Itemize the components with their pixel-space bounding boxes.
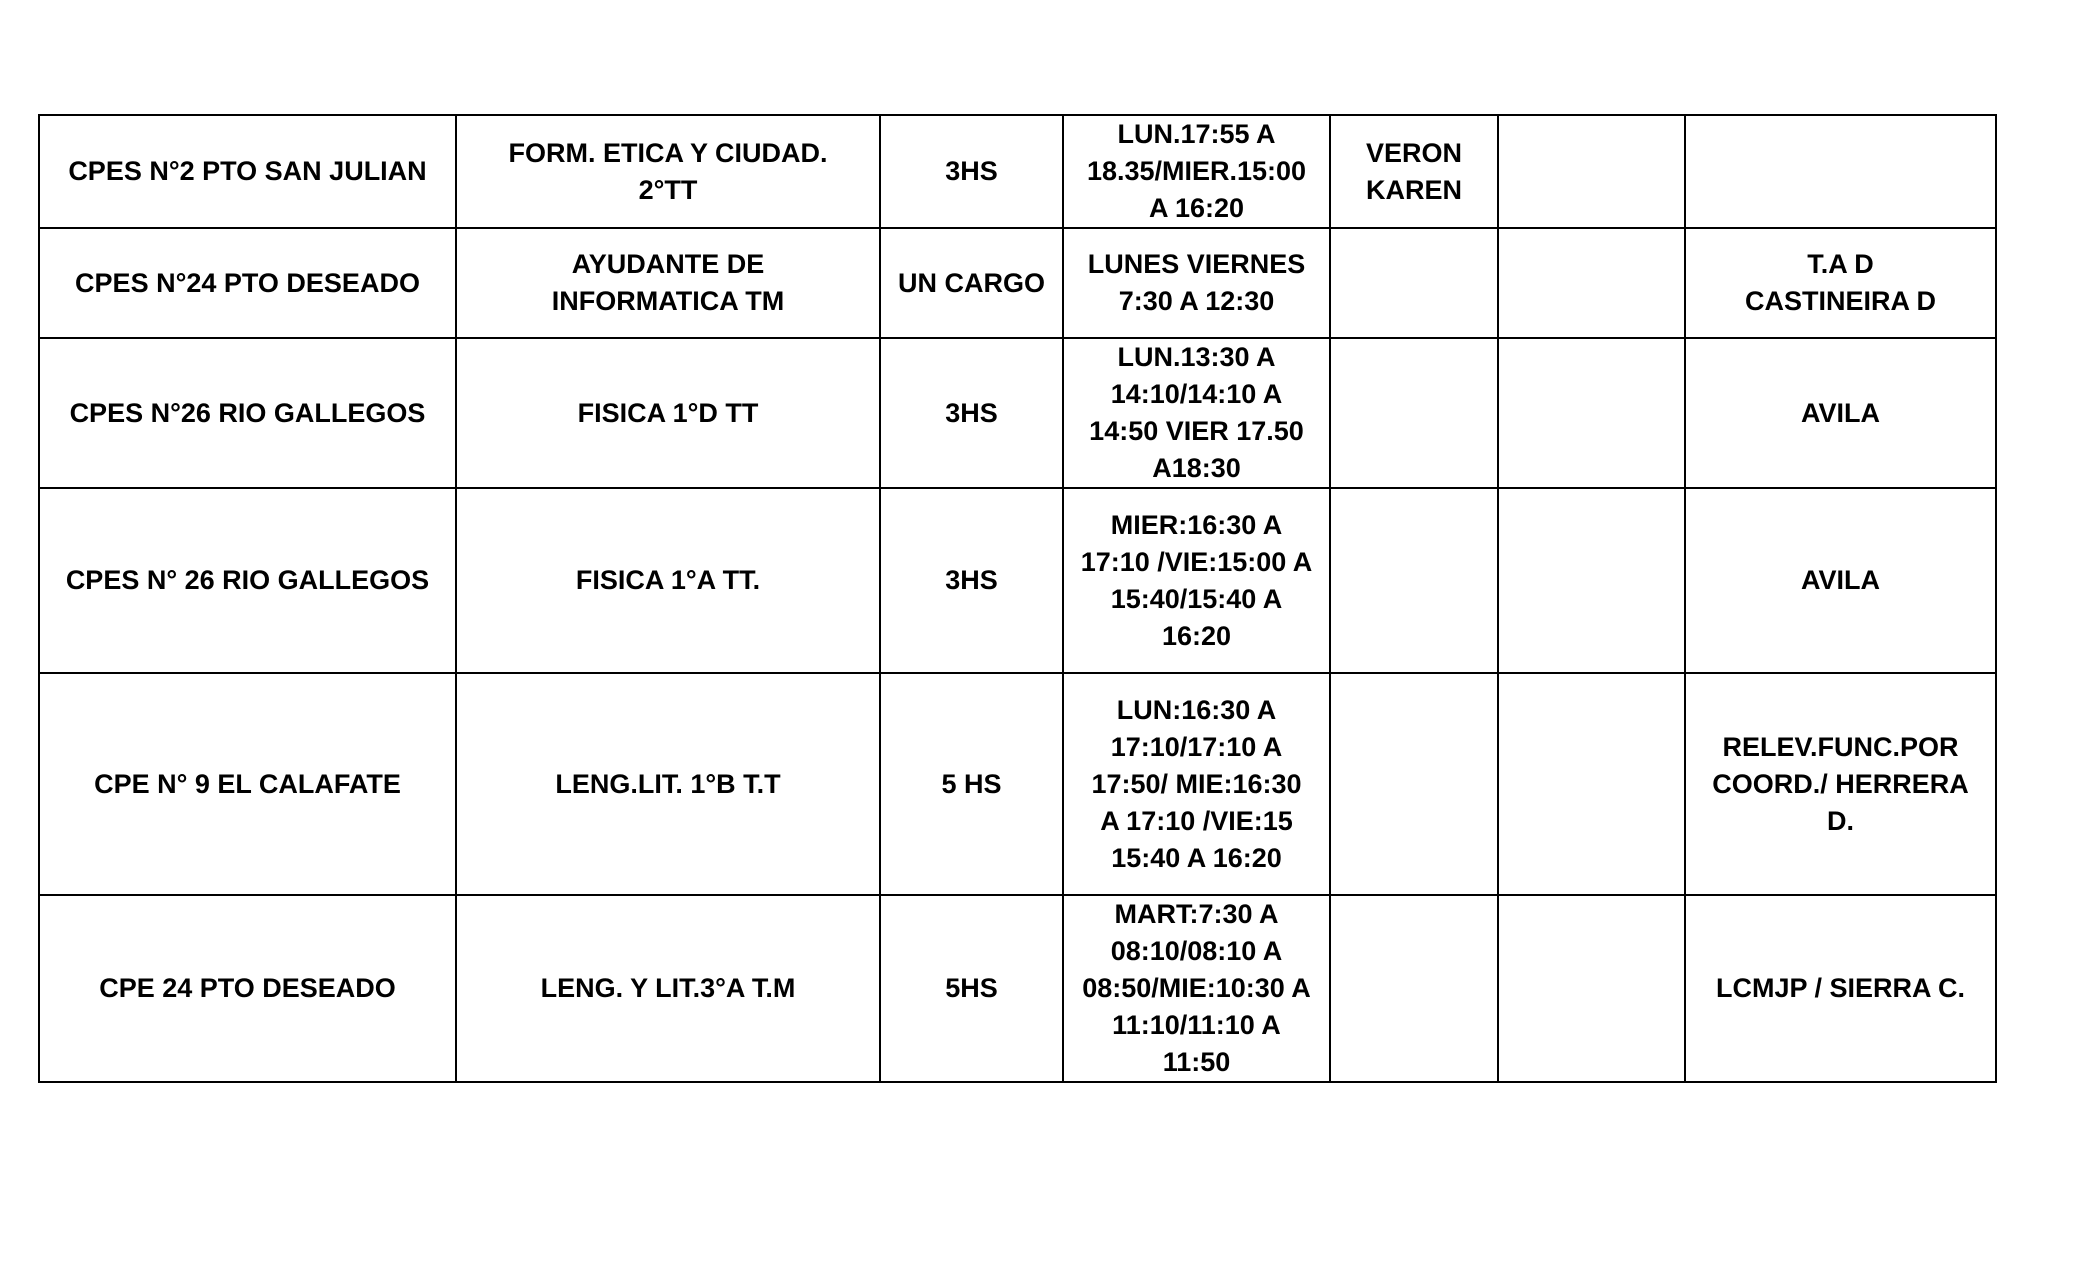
school-cell: CPES N°2 PTO SAN JULIAN <box>39 115 456 228</box>
hours-cell: 3HS <box>880 115 1063 228</box>
notes-cell: AVILA <box>1685 338 1996 488</box>
teacher-cell: VERON KAREN <box>1330 115 1498 228</box>
hours-cell: 5HS <box>880 895 1063 1082</box>
schedule-cell: LUNES VIERNES 7:30 A 12:30 <box>1063 228 1330 338</box>
school-cell: CPE 24 PTO DESEADO <box>39 895 456 1082</box>
school-cell: CPES N° 26 RIO GALLEGOS <box>39 488 456 673</box>
hours-cell: 3HS <box>880 488 1063 673</box>
notes-cell: RELEV.FUNC.POR COORD./ HERRERA D. <box>1685 673 1996 895</box>
subject-cell: FISICA 1°A TT. <box>456 488 880 673</box>
table-row <box>39 895 1996 1082</box>
school-cell: CPE N° 9 EL CALAFATE <box>39 673 456 895</box>
blank-cell <box>1498 228 1685 338</box>
hours-cell: 5 HS <box>880 673 1063 895</box>
subject-cell: AYUDANTE DE INFORMATICA TM <box>456 228 880 338</box>
schedule-cell: LUN.13:30 A 14:10/14:10 A 14:50 VIER 17.50 A18:30 <box>1063 338 1330 488</box>
teacher-cell <box>1330 895 1498 1082</box>
blank-cell <box>1498 895 1685 1082</box>
blank-cell <box>1498 488 1685 673</box>
teacher-cell <box>1330 228 1498 338</box>
notes-cell: T.A D CASTINEIRA D <box>1685 228 1996 338</box>
subject-cell: LENG. Y LIT.3°A T.M <box>456 895 880 1082</box>
notes-cell: AVILA <box>1685 488 1996 673</box>
schedule-cell: MIER:16:30 A 17:10 /VIE:15:00 A 15:40/15:40 A 16:20 <box>1063 488 1330 673</box>
blank-cell <box>1498 338 1685 488</box>
schedule-cell: LUN:16:30 A 17:10/17:10 A 17:50/ MIE:16:30 A 17:10 /VIE:15 15:40 A 16:20 <box>1063 673 1330 895</box>
table-row <box>39 115 1996 228</box>
subject-cell: FORM. ETICA Y CIUDAD. 2°TT <box>456 115 880 228</box>
teacher-cell <box>1330 488 1498 673</box>
subject-cell: FISICA 1°D TT <box>456 338 880 488</box>
blank-cell <box>1498 673 1685 895</box>
schedule-cell: LUN.17:55 A 18.35/MIER.15:00 A 16:20 <box>1063 115 1330 228</box>
hours-cell: UN CARGO <box>880 228 1063 338</box>
hours-cell: 3HS <box>880 338 1063 488</box>
notes-cell <box>1685 115 1996 228</box>
teacher-cell <box>1330 338 1498 488</box>
teacher-cell <box>1330 673 1498 895</box>
school-cell: CPES N°24 PTO DESEADO <box>39 228 456 338</box>
blank-cell <box>1498 115 1685 228</box>
table-row <box>39 338 1996 488</box>
subject-cell: LENG.LIT. 1°B T.T <box>456 673 880 895</box>
notes-cell: LCMJP / SIERRA C. <box>1685 895 1996 1082</box>
schedule-table <box>38 114 1997 1083</box>
schedule-cell: MART:7:30 A 08:10/08:10 A 08:50/MIE:10:30 A 11:10/11:10 A 11:50 <box>1063 895 1330 1082</box>
table-row <box>39 673 1996 895</box>
school-cell: CPES N°26 RIO GALLEGOS <box>39 338 456 488</box>
table-row <box>39 488 1996 673</box>
table-row <box>39 228 1996 338</box>
